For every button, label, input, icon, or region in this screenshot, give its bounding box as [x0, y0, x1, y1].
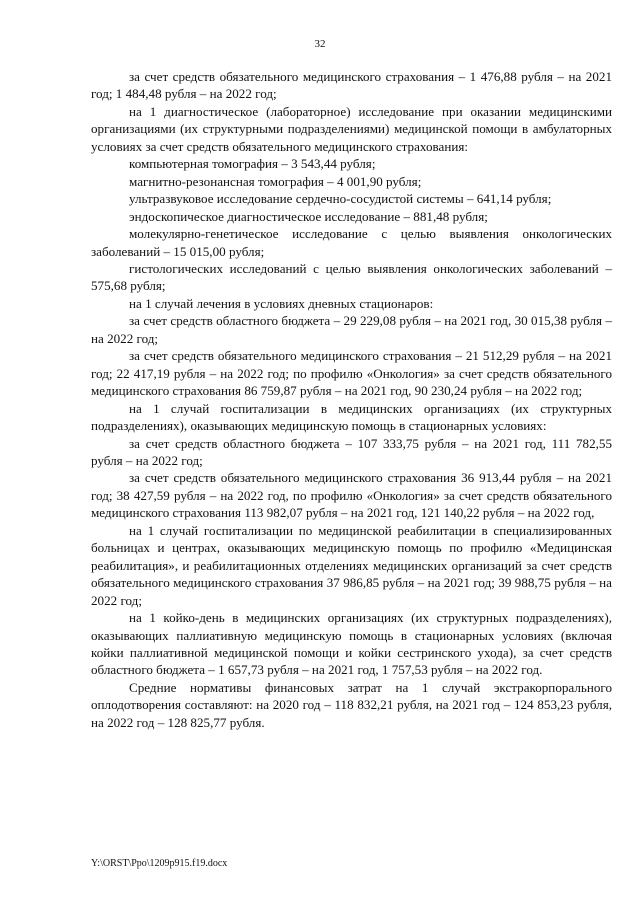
paragraph: на 1 койко-день в медицинских организациях (их структурных подразделениях), оказывающих паллиативную медицинскую помощь в стационарных условиях (включая койки паллиативной медицинской помощи и койки сестринского ухода), за счет средств областного бюджета – 1 657,73 рубля – на 2021 год, 1 757,53 рубля – на 2022 год.: [91, 610, 612, 678]
paragraph: на 1 диагностическое (лабораторное) исследование при оказании медицинскими организациями (их структурными подразделениями) медицинской помощи в амбулаторных условиях за счет средств обязательного медицинского страхования:: [91, 103, 612, 154]
paragraph: на 1 случай госпитализации по медицинской реабилитации в специализированных больницах и центрах, оказывающих медицинскую помощь по профилю «Медицинская реабилитация», и реабилитационных отделениях медицинских организаций за счет средств обязательного медицинского страхования 37 986,85 рубля – на 2021 год; 39 988,75 рубля – на 2022 год;: [91, 522, 612, 608]
paragraph: гистологических исследований с целью выявления онкологических заболеваний – 575,68 рубля;: [91, 260, 612, 294]
paragraph: молекулярно-генетическое исследование с целью выявления онкологических заболеваний – 15 015,00 рубля;: [91, 226, 612, 259]
paragraph: Средние нормативы финансовых затрат на 1 случай экстракорпорального оплодотворения составляют: на 2020 год – 118 832,21 рубля, на 2021 год – 124 853,23 рубля, на 2022 год – 128 825,77 рубля.: [91, 679, 612, 730]
paragraph: за счет средств обязательного медицинского страхования – 1 476,88 рубля – на 2021 год; 1 484,48 рубля – на 2022 год;: [91, 69, 612, 102]
document-body: [91, 68, 612, 731]
page-number: 32: [314, 38, 326, 50]
paragraph: ультразвуковое исследование сердечно-сосудистой системы – 641,14 рубля;: [129, 191, 552, 207]
paragraph: эндоскопическое диагностическое исследование – 881,48 рубля;: [129, 208, 488, 224]
paragraph: на 1 случай лечения в условиях дневных стационаров:: [129, 295, 434, 311]
paragraph: за счет средств обязательного медицинского страхования 36 913,44 рубля – на 2021 год; 38 427,59 рубля – на 2022 год, по профилю «Онкология» за счет средств обязательного медицинского страхования 113 982,07 рубля – на 2021 год, 121 140,22 рубля – на 2022 год,: [91, 470, 612, 521]
paragraph: за счет средств областного бюджета – 29 229,08 рубля – на 2021 год, 30 015,38 рубля – на 2022 год;: [91, 313, 612, 346]
paragraph: за счет средств областного бюджета – 107 333,75 рубля – на 2021 год, 111 782,55 рубля – на 2022 год;: [91, 435, 612, 468]
footer-file-path: Y:\ORST\Ppo\1209p915.f19.docx: [91, 858, 228, 869]
paragraph: магнитно-резонансная томография – 4 001,90 рубля;: [129, 173, 422, 189]
paragraph: за счет средств обязательного медицинского страхования – 21 512,29 рубля – на 2021 год; 22 417,19 рубля – на 2022 год; по профилю «Онкология» за счет средств обязательного медицинского страхования 86 759,87 рубля – на 2021 год, 90 230,24 рубля – на 2022 год;: [91, 348, 612, 399]
paragraph: компьютерная томография – 3 543,44 рубля;: [129, 156, 376, 172]
paragraph: на 1 случай госпитализации в медицинских организациях (их структурных подразделениях), оказывающих медицинскую помощь в стационарных условиях:: [91, 400, 612, 434]
